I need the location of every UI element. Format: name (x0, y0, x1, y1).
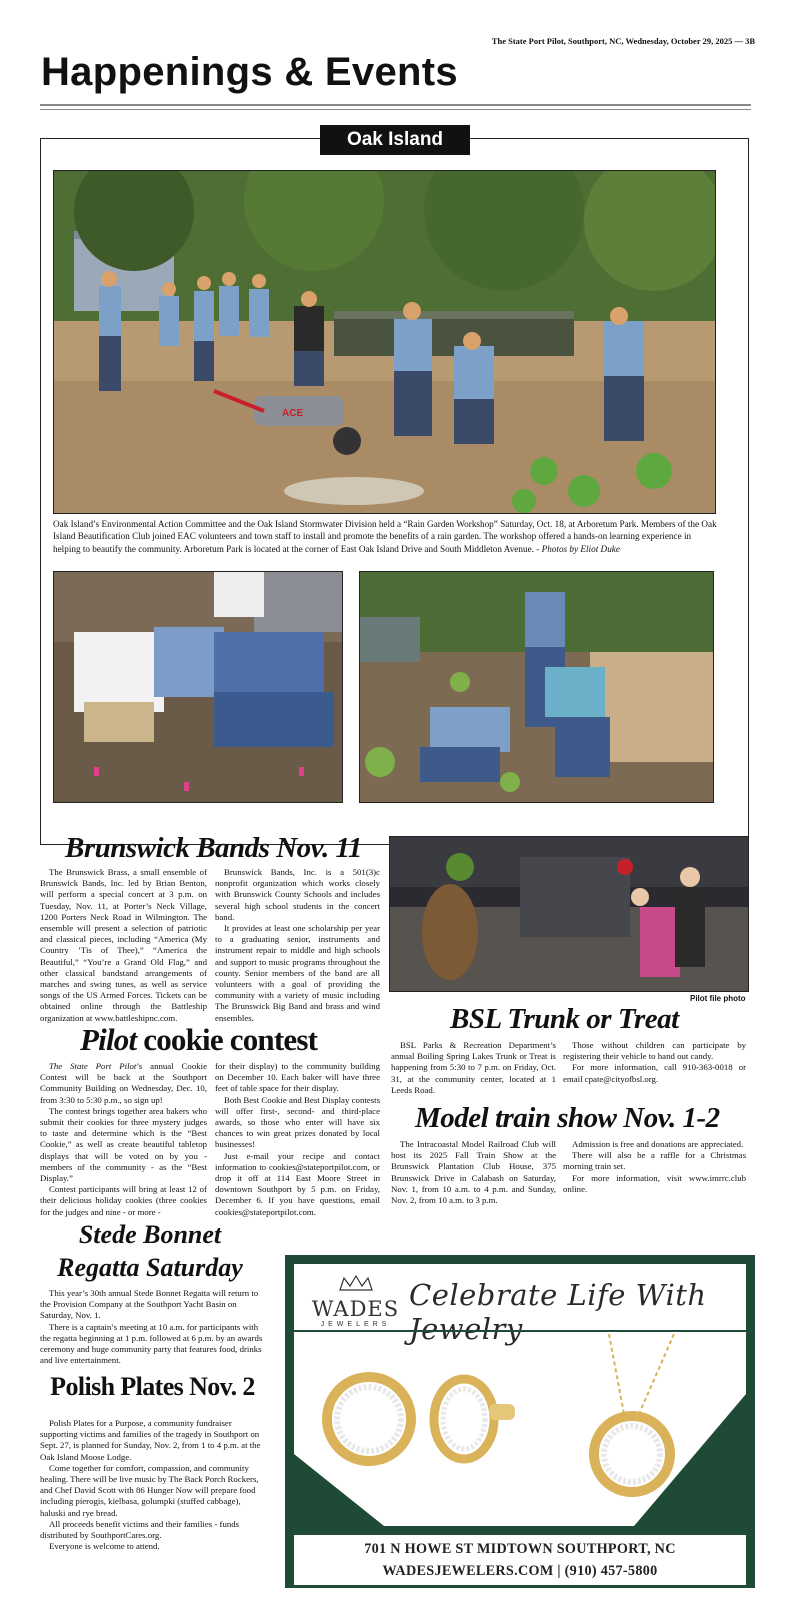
section-title: Happenings & Events (41, 50, 458, 94)
trunk-or-treat-col1 (391, 1040, 556, 1096)
header-rule (40, 104, 751, 106)
wheelbarrow-brand-text: ACE (282, 408, 304, 419)
earring-right-icon (434, 1379, 515, 1459)
brunswick-bands-col2 (215, 867, 380, 1024)
ad-tagline: Celebrate Life With Jewelry (409, 1278, 707, 1346)
cookie-contest-headline (80, 1022, 317, 1058)
ad-divider (294, 1330, 746, 1332)
cookie-contest-col2 (215, 1061, 380, 1218)
trunk-or-treat-paragraph: BSL Parks & Recreation Department’s annual Boiling Spring Lakes Trunk or Treat is happening from 5:30 to 7 p.m. on Friday, Oct. 31, at the community center, located at 1 Leeds Road. (391, 1040, 556, 1095)
cookie-contest-lead-text: ’s annual Cookie Contest will be back at the Southport Community Building on Wednesday, Dec. 10, from 3:30 to 5:30 p.m., so sign up! (40, 1061, 207, 1105)
cookie-contest-col1 (40, 1061, 207, 1218)
oak-island-caption-text: Oak Island’s Environmental Action Committee and the Oak Island Stormwater Division held a “Rain Garden Workshop” Saturday, Oct. 18, at Arboretum Park. Members of the Oak Island Beautification Club joined EAC volunteers and town staff to install and promote the benefits of a rain garden. The workshop offered a hands-on learning experience in helping to beautify the community. Arboretum Park is located at the corner of East Oak Island Drive and South Middleton Avenue. (53, 519, 717, 554)
oak-island-caption (53, 518, 719, 555)
polish-plates-paragraph: Polish Plates for a Purpose, a community fundraiser supporting victims and families of the tragedy in Southport on Sept. 27, is planned for Sunday, Nov. 2, from 1 to 4 p.m. at the Oak Island Moose Lodge. (40, 1418, 261, 1462)
cookie-contest-paragraph: Contest participants will bring at least 12 of their delicious holiday cookies (three cookies for the judges and nine - or more - (40, 1184, 207, 1217)
cookie-contest-paragraph: Just e-mail your recipe and contact information to cookies@stateportpilot.com, or drop it off at 114 East Moore Street in downtown Southport by 5 p.m. on Friday, December 6. If you have questions, email cookies@stateportpilot.com. (215, 1150, 380, 1217)
brunswick-bands-paragraph: The Brunswick Brass, a small ensemble of Brunswick Bands, Inc. led by Brian Benton, will perform a special concert at 3 p.m. on Tuesday, Nov. 11, at Porter’s Neck Village, 1200 Porters Neck Road in Wilmington. The ensemble will present a selection of patriotic and classical pieces, including “America (My Country ’Tis of Thee),” “America the Beautiful,” “You’re a Grand Old Flag,” and other classical bandstand arrangements of marches and swing tunes, as well as service songs of the US Armed Forces. Tickets can be obtained online through the Battleship organization at www.battleshipnc.com. (40, 867, 207, 1023)
ad-contact-panel (294, 1535, 746, 1585)
page-folio: The State Port Pilot, Southport, NC, Wednesday, October 29, 2025 — 3B (491, 36, 755, 46)
model-train-paragraph: Admission is free and donations are appreciated. (572, 1139, 744, 1149)
brunswick-bands-paragraph: Brunswick Bands, Inc. is a 501(3)c nonprofit organization which works closely with Brunswick County Schools and includes several high school students in the concert band. (215, 867, 380, 922)
model-train-headline: Model train show Nov. 1-2 (415, 1102, 720, 1134)
model-train-paragraph: The Intracoastal Model Railroad Club will host its 2025 Fall Train Show at the Brunswick Plantation Club House, 375 Brunswick Drive in Calabash on Saturday, Nov. 1, from 10 a.m. to 4 p.m. and Sunday, Nov. 2, from 10 a.m. to 3 p.m. (391, 1139, 556, 1206)
regatta-headline (40, 1218, 260, 1284)
ad-contact[interactable]: WADESJEWELERS.COM | (910) 457-5800 (382, 1563, 658, 1579)
cookie-contest-paragraph: The contest brings together area bakers who submit their cookies for three mystery judges to taste and determine which is the “Best Cookie,” as well as create beautiful tabletop displays that will be voted on by you - members of the community - as the “Best Display.” (40, 1105, 207, 1184)
trunk-or-treat-photo-credit: Pilot file photo (690, 994, 746, 1003)
polish-plates-paragraph: All proceeds benefit victims and their families - funds distributed by SouthportCares.org. (40, 1518, 240, 1541)
earring-left-icon (327, 1377, 411, 1461)
wades-jewelers-ad[interactable] (285, 1255, 755, 1588)
wades-logo-name: WADES (311, 1297, 400, 1321)
brunswick-bands-paragraph: It provides at least one scholarship per year to a graduating senior, instruments and instrument repair to middle and high schools and support to music programs throughout the county. Senior members of the band are all volunteers with a goal of providing the community with a variety of music including The Brunswick Big Band and brass and wind ensembles. (215, 923, 380, 1023)
polish-plates-paragraph: Everyone is welcome to attend. (49, 1541, 160, 1552)
trunk-or-treat-col2 (563, 1040, 746, 1085)
wades-logo-subtitle: JEWELERS (320, 1321, 391, 1328)
brunswick-bands-col1 (40, 867, 207, 1024)
model-train-paragraph: There will also be a raffle for a Christmas morning train set. (563, 1150, 746, 1172)
cookie-contest-paragraph: for their display) to the community building on December 10. Each baker will have three feet of table space for their display. (215, 1061, 380, 1094)
necklace-pendant-icon (594, 1334, 674, 1492)
model-train-col1 (391, 1139, 556, 1206)
ad-content-panel (294, 1264, 746, 1526)
polish-plates-paragraph: Come together for comfort, compassion, and community healing. There will be live music by The Back Porch Rockers, and Chef David Scott with 86 Hunger Now will prepare food including pierogis, kielbasa, golumpki (stuffed cabbage), haluski and rye bread. (40, 1462, 259, 1518)
oak-island-label: Oak Island (320, 125, 470, 155)
cookie-contest-paragraph (40, 1061, 207, 1106)
ad-address: 701 N HOWE ST MIDTOWN SOUTHPORT, NC (364, 1541, 676, 1557)
model-train-paragraph: For more information, visit www.imrrc.club online. (563, 1172, 746, 1194)
regatta-paragraph: This year’s 30th annual Stede Bonnet Regatta will return to the Provision Company at the Southport Yacht Basin on Saturday, Nov. 1. (40, 1288, 259, 1321)
jewelry-illustration (294, 1334, 746, 1526)
trunk-or-treat-photo (389, 836, 749, 992)
polish-plates-body (40, 1418, 265, 1552)
cookie-contest-lead-italic: The State Port Pilot (49, 1061, 137, 1071)
planting-photo-right (359, 571, 714, 803)
oak-island-photo-credit: - Photos by Eliot Duke (536, 543, 620, 554)
regatta-paragraph: There is a captain’s meeting at 10 a.m. for participants with the regatta beginning at 1 p.m. followed at 6 p.m. by an awards ceremony and huge community party that features food, drinks and live entertainment. (40, 1321, 263, 1366)
regatta-body (40, 1288, 265, 1366)
cookie-contest-headline-rest: cookie contest (136, 1022, 318, 1057)
regatta-headline-line1: Stede Bonnet (78, 1220, 222, 1249)
regatta-headline-line2: Regatta Saturday (57, 1253, 243, 1282)
trunk-or-treat-paragraph: For more information, call 910-363-0018 or email cpate@cityofbsl.org. (563, 1062, 746, 1084)
brunswick-bands-headline: Brunswick Bands Nov. 11 (65, 832, 362, 864)
cookie-contest-headline-italic: Pilot (80, 1022, 137, 1057)
wades-logo (308, 1274, 403, 1328)
trunk-or-treat-headline: BSL Trunk or Treat (450, 1003, 679, 1035)
polish-plates-headline: Polish Plates Nov. 2 (50, 1372, 255, 1401)
planting-photo-left (53, 571, 343, 803)
cookie-contest-paragraph: Both Best Cookie and Best Display contests will offer first-, second- and third-place awards, so those who enter will have six chances to win great prizes donated by local businesses! (215, 1094, 380, 1150)
header-rule-thin (40, 109, 751, 110)
model-train-col2 (563, 1139, 746, 1195)
rain-garden-main-photo (53, 170, 716, 514)
crown-icon (336, 1274, 376, 1292)
trunk-or-treat-paragraph: Those without children can participate by registering their vehicle to hand out candy. (563, 1040, 746, 1062)
